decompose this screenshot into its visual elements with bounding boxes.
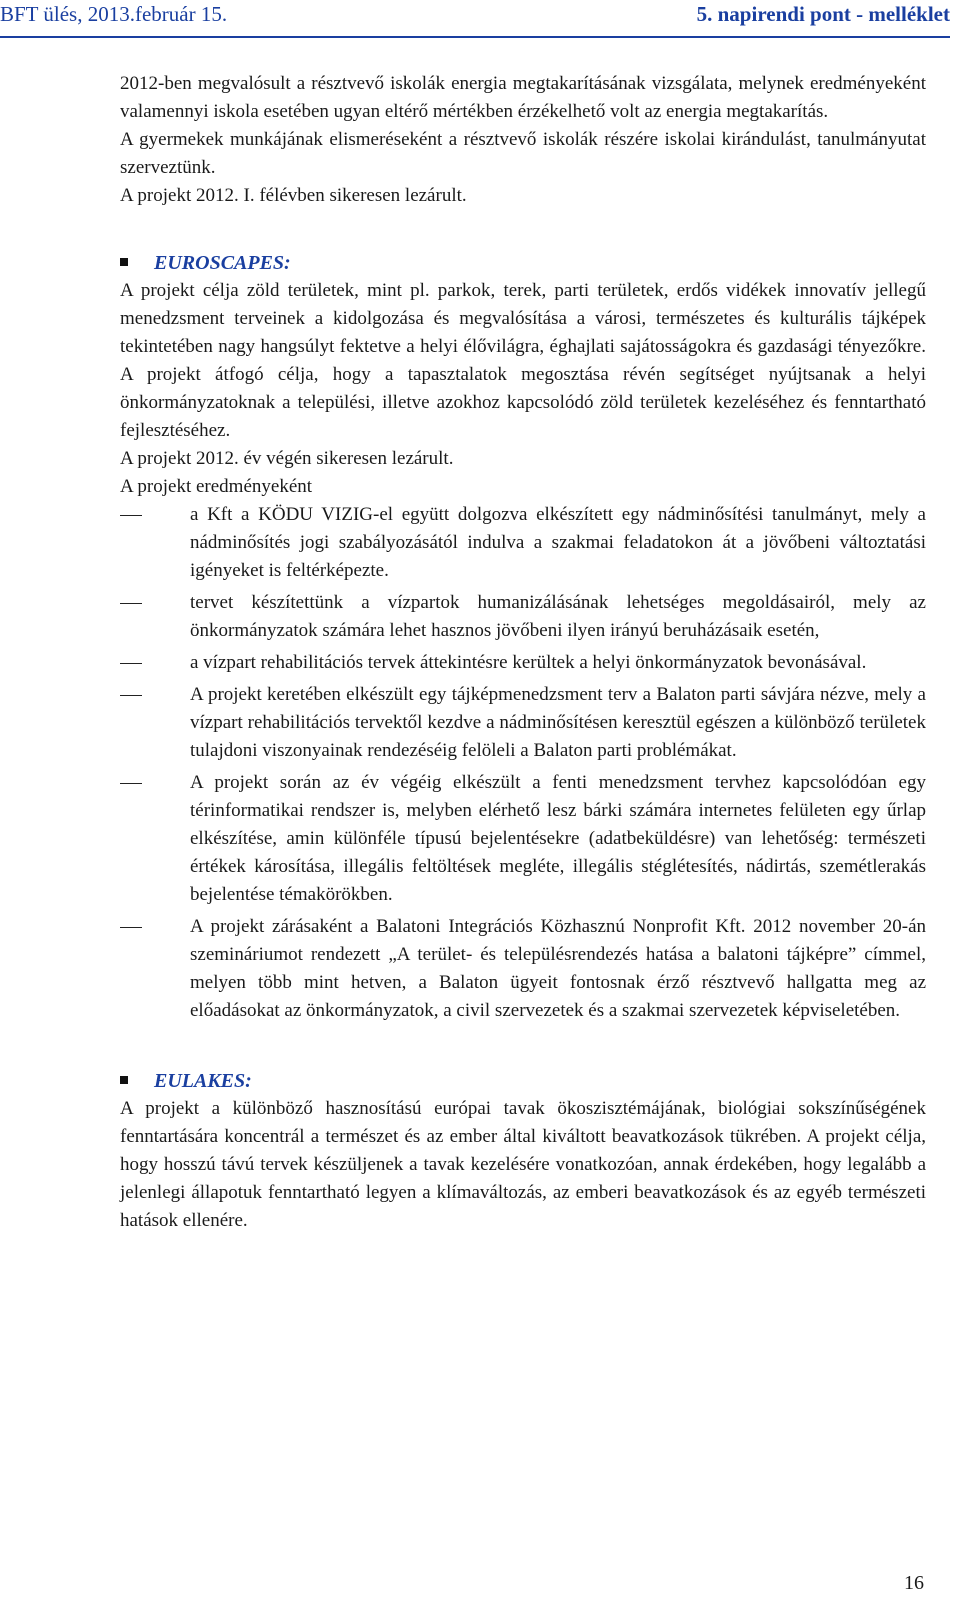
list-item-text: a vízpart rehabilitációs tervek áttekintésre kerültek a helyi önkormányzatok bevonásával.: [190, 652, 867, 673]
list-item: [120, 501, 926, 585]
euroscapes-body: A projekt célja zöld területek, mint pl. parkok, terek, parti területek, erdős vidékek innovatív jellegű menedzsment terveinek a kidolgozása és megvalósítása a városi, természetes és kulturális tájképek tekintetében nagy hangsúlyt fektetve a helyi élővilágra, éghajlati sajátosságokra és gazdasági tényezőkre. A projekt átfogó célja, hogy a tapasztalatok megosztása révén segítséget nyújtsanak a helyi önkormányzatoknak a települési, illetve azokhoz kapcsolódó zöld területek kezeléséhez és fenntartható fejlesztéséhez.: [120, 280, 926, 441]
list-item: [120, 649, 926, 677]
dash-bullet-icon: [120, 663, 142, 664]
euroscapes-title: EUROSCAPES:: [154, 252, 291, 274]
eulakes-body: A projekt a különböző hasznosítású európai tavak ökoszisztémájának, biológiai sokszínűségének fenntartására koncentrál a természet és az ember által kiváltott beavatkozások tükrében. A projekt célja, hogy hosszú távú tervek készüljenek a tavak kezelésére vonatkozóan, annak érdekében, hogy legalább a jelenlegi állapotuk fenntartható legyen a klímaváltozás, az emberi beavatkozások és az egyéb természeti hatások ellenére.: [120, 1098, 926, 1231]
list-item: [120, 681, 926, 765]
square-bullet-icon: [120, 258, 128, 266]
dash-bullet-icon: [120, 603, 142, 604]
euroscapes-results-intro: A projekt eredményeként: [120, 476, 313, 497]
list-item: [120, 589, 926, 645]
intro-paragraph-energy: 2012-ben megvalósult a résztvevő iskolák energia megtakarításának vizsgálata, melynek eredményeként valamennyi iskola esetében ugyan eltérő mértékben érzékelhető volt az energia megtakarítás.: [120, 73, 926, 122]
list-item-text: A projekt során az év végéig elkészült a fenti menedzsment tervhez kapcsolódóan egy térinformatikai rendszer is, melyben elérhető lesz bárki számára internetes felületen egy űrlap elkészítése, amin különféle típusú bejelentésekre (adatbeküldésre) van lehetőség: természeti értékek károsítása, illegális feltöltések megléte, illegális stéglétesítés, nádirtás, szemétlerakás bejelentése témakörökben.: [190, 772, 926, 905]
dash-bullet-icon: [120, 783, 142, 784]
dash-bullet-icon: [120, 515, 142, 516]
dash-bullet-icon: [120, 695, 142, 696]
header-meeting-date: BFT ülés, 2013.február 15.: [0, 2, 228, 26]
list-item-text: A projekt keretében elkészült egy tájképmenedzsment terv a Balaton parti sávjára nézve, mely a vízpart rehabilitációs tervektől kezdve a nádminősítésen keresztül egészen a különböző területek tulajdoni viszonyainak rendezéséig felöleli a Balaton parti problémákat.: [190, 684, 926, 761]
page-content: [120, 70, 926, 1235]
list-item-text: a Kft a KÖDU VIZIG-el együtt dolgozva elkészített egy nádminősítési tanulmányt, mely a nádminősítés jogi szabályozásától indulva a szakmai feladatokon át a jövőbeni változtatási igényeket is feltérképezte.: [190, 504, 926, 581]
list-item-text: tervet készítettünk a vízpartok humanizálásának lehetséges megoldásairól, mely az önkormányzatok számára lehet hasznos jövőbeni ilyen irányú beruházásaik esetén,: [190, 592, 926, 641]
list-item: [120, 913, 926, 1025]
section-heading-eulakes: [120, 1067, 926, 1095]
section-heading-euroscapes: [120, 249, 926, 277]
dash-bullet-icon: [120, 927, 142, 928]
header-agenda-item: 5. napirendi pont - melléklet: [696, 2, 950, 26]
intro-paragraph-trip: A gyermekek munkájának elismeréseként a résztvevő iskolák részére iskolai kirándulást, tanulmányutat szerveztünk.: [120, 129, 926, 178]
intro-paragraph-closed: A projekt 2012. I. félévben sikeresen lezárult.: [120, 185, 467, 206]
square-bullet-icon: [120, 1076, 128, 1084]
page-header: [0, 2, 950, 34]
list-item: [120, 769, 926, 909]
page-number: 16: [904, 1572, 924, 1594]
section-spacer: [120, 210, 926, 249]
list-item-text: A projekt zárásaként a Balatoni Integrációs Közhasznú Nonprofit Kft. 2012 november 20-án szemináriumot rendezett „A terület- és településrendezés hatása a balatoni tájképre” címmel, melyen több mint hetven, a Balaton ügyeit fontosnak érző résztvevő hallgatta meg az előadásokat az önkormányzatok, a civil szervezetek és a szakmai szervezetek képviseletében.: [190, 916, 926, 1021]
eulakes-title: EULAKES:: [154, 1070, 252, 1092]
euroscapes-closed: A projekt 2012. év végén sikeresen lezárult.: [120, 448, 454, 469]
euroscapes-results-list: [120, 501, 926, 1025]
header-divider: [0, 36, 950, 38]
